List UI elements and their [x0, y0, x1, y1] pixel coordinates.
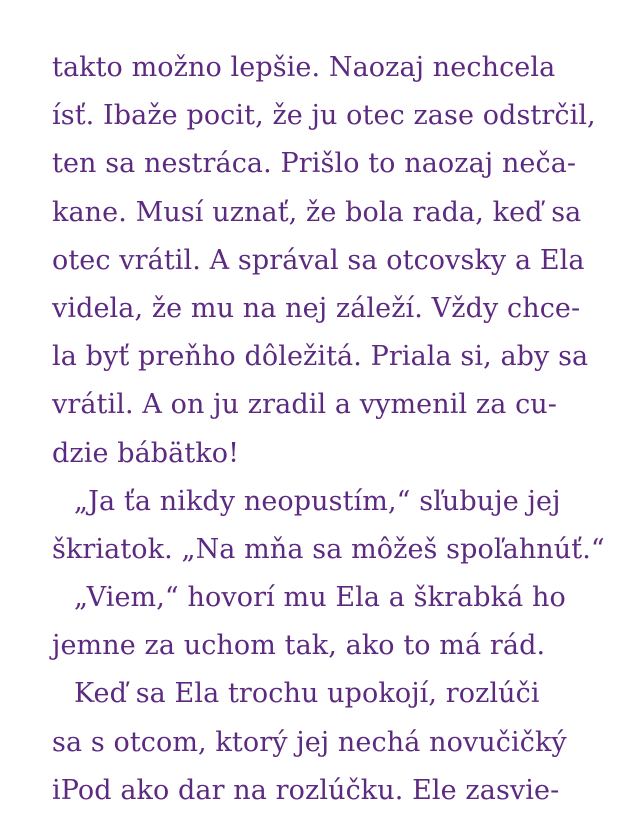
- text-line: sa s otcom, ktorý jej nechá novučičký: [52, 726, 567, 758]
- body-text: [52, 44, 612, 815]
- text-line: jemne za uchom tak, ako to má rád.: [52, 630, 546, 662]
- text-line: otec vrátil. A správal sa otcovsky a Ela: [52, 244, 585, 276]
- text-line: „Ja ťa nikdy neopustím,“ sľubuje jej: [74, 485, 561, 517]
- text-line: škriatok. „Na mňa sa môžeš spoľahnúť.“: [52, 533, 605, 565]
- text-line: vrátil. A on ju zradil a vymenil za cu-: [52, 389, 558, 421]
- text-line: videla, že mu na nej záleží. Vždy chce-: [52, 292, 581, 324]
- text-line: ísť. Ibaže pocit, že ju otec zase odstrčil,: [52, 100, 596, 132]
- text-line: Keď sa Ela trochu upokojí, rozlúči: [74, 678, 540, 710]
- text-line: la byť preňho dôležitá. Priala si, aby sa: [52, 341, 589, 373]
- text-line: kane. Musí uznať, že bola rada, keď sa: [52, 196, 582, 228]
- text-line: „Viem,“ hovorí mu Ela a škrabká ho: [74, 582, 566, 614]
- text-line: dzie bábätko!: [52, 437, 240, 469]
- text-line: iPod ako dar na rozlúčku. Ele zasvie-: [52, 774, 560, 806]
- text-line: ten sa nestráca. Prišlo to naozaj neča-: [52, 148, 577, 180]
- text-line: takto možno lepšie. Naozaj nechcela: [52, 52, 556, 83]
